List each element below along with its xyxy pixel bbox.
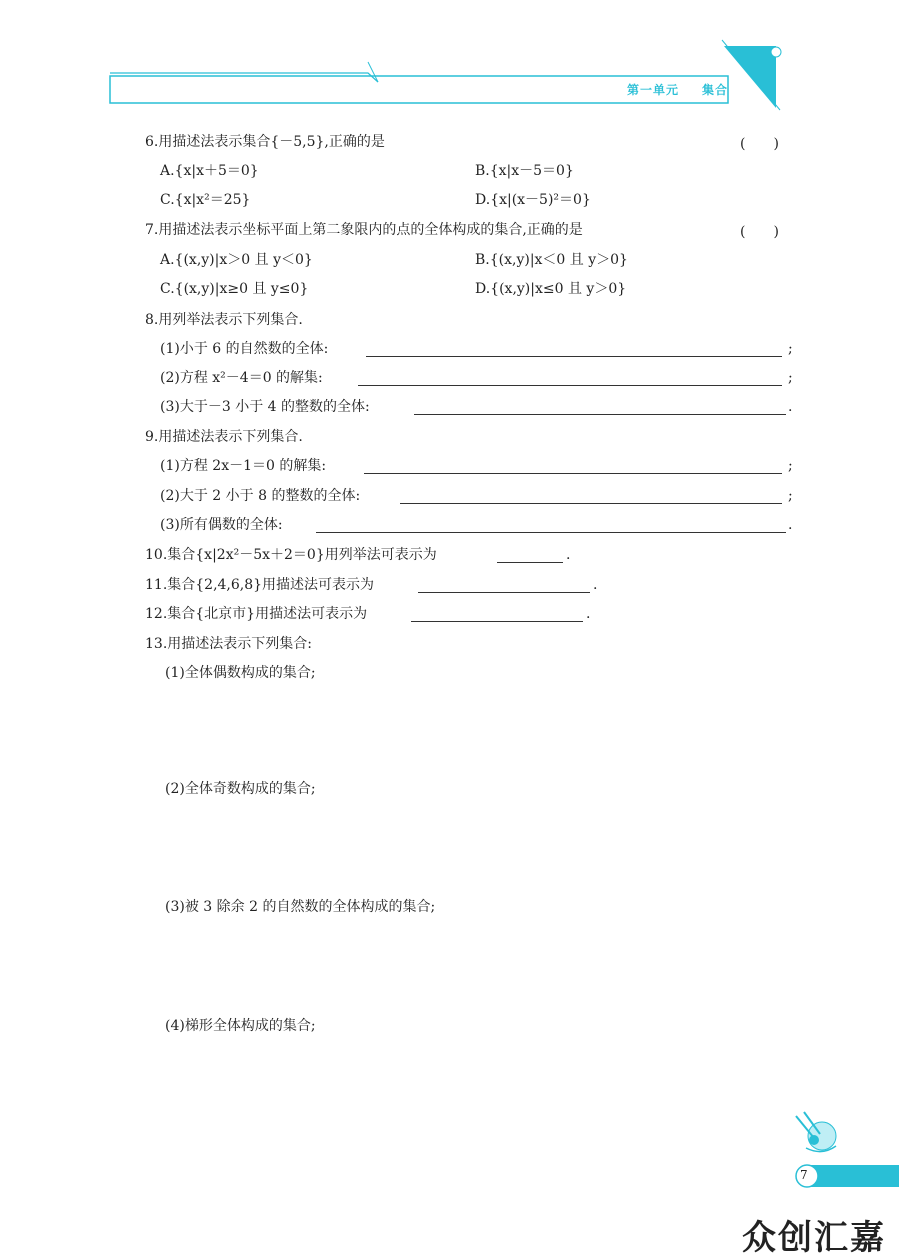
q11-end: . bbox=[593, 577, 598, 593]
q6-option-d: D.{x|(x－5)²＝0} bbox=[475, 192, 591, 208]
q8-item-1: (1)小于 6 的自然数的全体: bbox=[160, 341, 329, 357]
q13-item-4: (4)梯形全体构成的集合; bbox=[165, 1018, 316, 1034]
q9-stem: 9.用描述法表示下列集合. bbox=[145, 429, 303, 445]
page-number: 7 bbox=[800, 1168, 808, 1182]
q9-item-3: (3)所有偶数的全体: bbox=[160, 517, 283, 533]
q12-end: . bbox=[586, 606, 591, 622]
q13-item-2: (2)全体奇数构成的集合; bbox=[165, 781, 316, 797]
q10-answer-line[interactable] bbox=[497, 562, 563, 563]
q6-answer-paren: ( ) bbox=[740, 136, 779, 152]
q7-option-b: B.{(x,y)|x＜0 且 y＞0} bbox=[475, 252, 628, 268]
q9-item-3-answer-line[interactable] bbox=[316, 532, 786, 533]
q6-option-b: B.{x|x－5＝0} bbox=[475, 163, 574, 179]
q8-item-2: (2)方程 x²－4＝0 的解集: bbox=[160, 370, 323, 386]
q10-end: . bbox=[566, 547, 571, 563]
q9-item-1-answer-line[interactable] bbox=[364, 473, 782, 474]
header-unit: 第一单元 bbox=[627, 83, 680, 97]
q13-stem: 13.用描述法表示下列集合: bbox=[145, 636, 312, 652]
q8-stem: 8.用列举法表示下列集合. bbox=[145, 312, 303, 328]
q9-item-2: (2)大于 2 小于 8 的整数的全体: bbox=[160, 488, 361, 504]
q7-stem: 7.用描述法表示坐标平面上第二象限内的点的全体构成的集合,正确的是 bbox=[145, 222, 583, 238]
q8-item-1-end: ; bbox=[788, 341, 793, 357]
q6-option-a: A.{x|x＋5＝0} bbox=[160, 163, 259, 179]
q7-option-a: A.{(x,y)|x＞0 且 y＜0} bbox=[160, 252, 313, 268]
q7-option-c: C.{(x,y)|x≥0 且 y≤0} bbox=[160, 281, 309, 297]
header-topic: 集合 bbox=[702, 83, 729, 97]
q10-text: 10.集合{x|2x²－5x＋2＝0}用列举法可表示为 bbox=[145, 547, 437, 563]
q8-item-3: (3)大于－3 小于 4 的整数的全体: bbox=[160, 399, 370, 415]
watermark: 众创汇嘉 bbox=[742, 1218, 886, 1258]
q7-answer-paren: ( ) bbox=[740, 224, 779, 240]
q7-option-d: D.{(x,y)|x≤0 且 y＞0} bbox=[475, 281, 627, 297]
q8-item-1-answer-line[interactable] bbox=[366, 356, 782, 357]
q9-item-3-end: . bbox=[788, 517, 793, 533]
q9-item-2-end: ; bbox=[788, 488, 793, 504]
q9-item-1: (1)方程 2x－1＝0 的解集: bbox=[160, 458, 327, 474]
q13-item-1: (1)全体偶数构成的集合; bbox=[165, 665, 316, 681]
q8-item-2-end: ; bbox=[788, 370, 793, 386]
mascot-illustration bbox=[784, 1108, 844, 1160]
q8-item-2-answer-line[interactable] bbox=[358, 385, 782, 386]
q11-answer-line[interactable] bbox=[418, 592, 590, 593]
q8-item-3-answer-line[interactable] bbox=[414, 414, 786, 415]
header-decoration bbox=[0, 0, 899, 120]
page-number-bar bbox=[794, 1163, 899, 1189]
q8-item-3-end: . bbox=[788, 399, 793, 415]
q11-text: 11.集合{2,4,6,8}用描述法可表示为 bbox=[145, 577, 375, 593]
q9-item-2-answer-line[interactable] bbox=[400, 503, 782, 504]
q13-item-3: (3)被 3 除余 2 的自然数的全体构成的集合; bbox=[165, 899, 436, 915]
q6-stem: 6.用描述法表示集合{－5,5},正确的是 bbox=[145, 134, 385, 150]
q12-text: 12.集合{北京市}用描述法可表示为 bbox=[145, 606, 368, 622]
q9-item-1-end: ; bbox=[788, 458, 793, 474]
q6-option-c: C.{x|x²＝25} bbox=[160, 192, 251, 208]
q12-answer-line[interactable] bbox=[411, 621, 583, 622]
